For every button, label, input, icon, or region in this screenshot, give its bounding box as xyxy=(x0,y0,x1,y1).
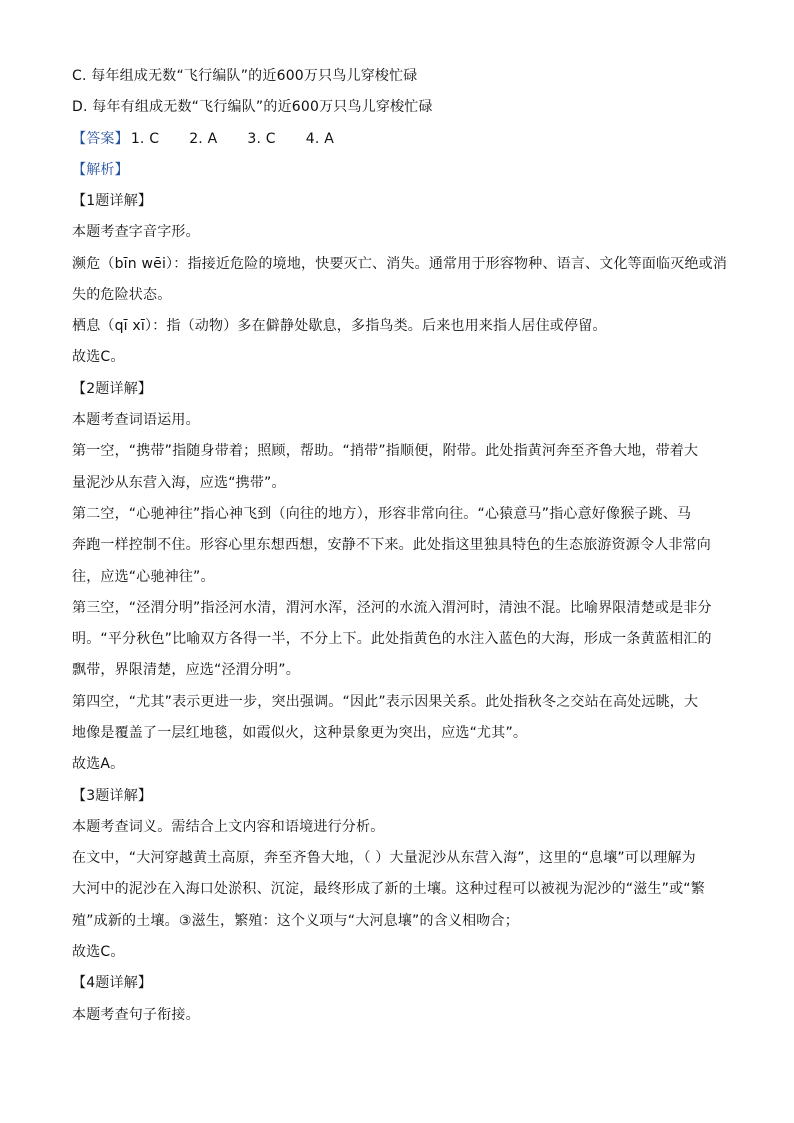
option-c-line: C. 每年组成无数“飞行编队”的近600万只鸟儿穿梭忙碌 xyxy=(72,68,418,84)
q1-line-5: 故选C。 xyxy=(72,349,125,365)
answer-3: 3. C xyxy=(247,131,276,147)
q1-line-2: 濒危（bīn wēi）：指接近危险的境地，快要灭亡、消失。通常用于形容物种、语言、文化等面临灭绝或消 xyxy=(72,256,728,272)
q2-line-3: 量泥沙从东营入海，应选“携带”。 xyxy=(72,475,286,491)
q2-line-1: 本题考查词语运用。 xyxy=(72,412,200,428)
q1-line-1: 本题考查字音字形。 xyxy=(72,224,200,240)
q2-line-2: 第一空，“携带”指随身带着；照顾，帮助。“捎带”指顺便，附带。此处指黄河奔至齐鲁大地，带着大 xyxy=(72,443,699,459)
q4-line-1: 本题考查句子衔接。 xyxy=(72,1007,200,1023)
q2-line-5: 奔跑一样控制不住。形容心里东想西想，安静不下来。此处指这里独具特色的生态旅游资源令人非常向 xyxy=(72,537,711,553)
q2-line-7: 第三空，“泾渭分明”指泾河水清，渭河水浑，泾河的水流入渭河时，清浊不混。比喻界限清楚或是非分 xyxy=(72,600,712,616)
q2-line-6: 往，应选“心驰神往”。 xyxy=(72,569,215,585)
q1-line-4: 栖息（qī xī）：指（动物）多在僻静处歇息，多指鸟类。后来也用来指人居住或停留。 xyxy=(72,318,607,334)
q1-line-3: 失的危险状态。 xyxy=(72,287,172,303)
q2-heading: 【2题详解】 xyxy=(72,381,153,397)
analysis-heading: 【解析】 xyxy=(72,162,129,178)
q3-heading: 【3题详解】 xyxy=(72,788,153,804)
q2-line-10: 第四空，“尤其”表示更进一步，突出强调。“因此”表示因果关系。此处指秋冬之交站在高处远眺，大 xyxy=(72,694,699,710)
answer-line xyxy=(72,129,722,149)
q2-line-4: 第二空，“心驰神往”指心神飞到（向往的地方），形容非常向往。“心猿意马”指心意好像猴子跳、马 xyxy=(72,506,692,522)
q3-line-5: 故选C。 xyxy=(72,944,125,960)
answer-1: 1. C xyxy=(130,131,160,147)
q3-line-2: 在文中，“大河穿越黄土高原，奔至齐鲁大地，（ ）大量泥沙从东营入海”，这里的“息壤”可以理解为 xyxy=(72,850,696,866)
q2-line-11: 地像是覆盖了一层红地毯，如霞似火，这种景象更为突出，应选“尤其”。 xyxy=(72,725,528,741)
answer-2: 2. A xyxy=(189,131,218,147)
option-d-line: D. 每年有组成无数“飞行编队”的近600万只鸟儿穿梭忙碌 xyxy=(72,99,433,115)
q4-heading: 【4题详解】 xyxy=(72,975,153,991)
q1-heading: 【1题详解】 xyxy=(72,193,153,209)
answer-label: 【答案】 xyxy=(72,131,129,147)
q3-line-1: 本题考查词义。需结合上文内容和语境进行分析。 xyxy=(72,819,385,835)
q2-line-8: 明。“平分秋色”比喻双方各得一半，不分上下。此处指黄色的水注入蓝色的大海，形成一条黄蓝相汇的 xyxy=(72,631,712,647)
q2-line-12: 故选A。 xyxy=(72,756,125,772)
q2-line-9: 飘带，界限清楚，应选“泾渭分明”。 xyxy=(72,662,300,678)
q3-line-4: 殖”成新的土壤。③滋生，繁殖：这个义项与“大河息壤”的含义相吻合； xyxy=(72,913,519,929)
q3-line-3: 大河中的泥沙在入海口处淤积、沉淀，最终形成了新的土壤。这种过程可以被视为泥沙的“滋生”或“繁 xyxy=(72,881,705,897)
answer-4: 4. A xyxy=(305,131,334,147)
